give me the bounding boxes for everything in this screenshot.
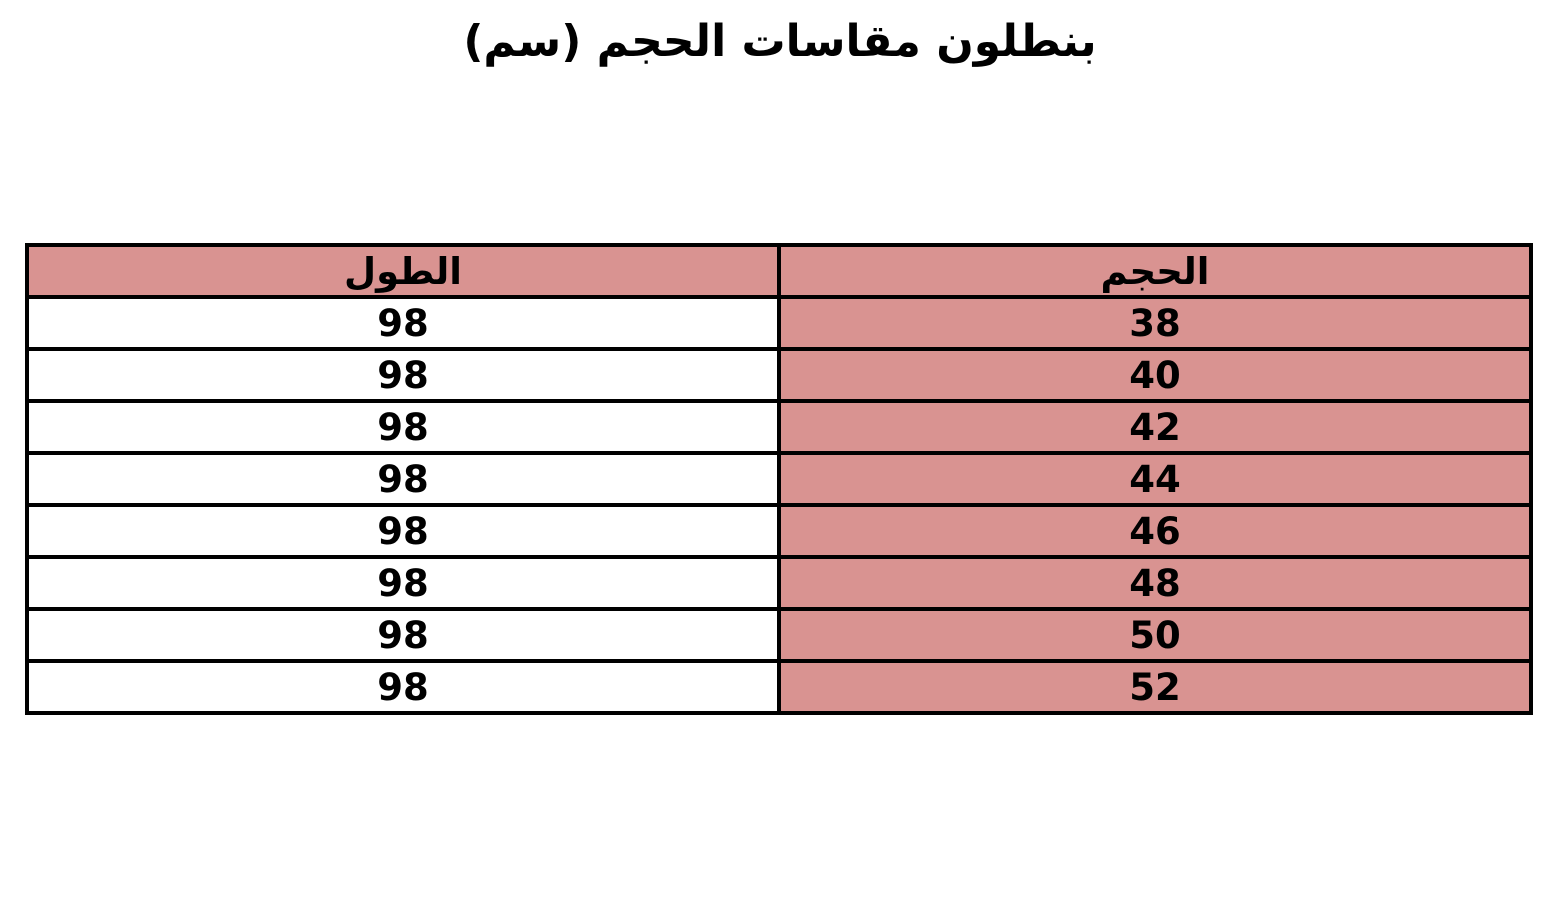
table-row [27,453,1531,505]
table-row [27,609,1531,661]
size-column-header: الحجم [779,245,1531,297]
size-cell: 38 [779,297,1531,349]
size-cell: 40 [779,349,1531,401]
size-cell: 44 [779,453,1531,505]
length-cell: 98 [27,661,779,713]
size-chart-table [25,243,1533,715]
length-cell: 98 [27,557,779,609]
length-column-header: الطول [27,245,779,297]
length-cell: 98 [27,297,779,349]
size-cell: 52 [779,661,1531,713]
size-cell: 42 [779,401,1531,453]
table-row [27,661,1531,713]
length-cell: 98 [27,349,779,401]
length-cell: 98 [27,401,779,453]
length-cell: 98 [27,505,779,557]
length-cell: 98 [27,609,779,661]
length-cell: 98 [27,453,779,505]
page-title: بنطلون مقاسات الحجم (سم) [463,16,1097,67]
size-cell: 48 [779,557,1531,609]
table-header-row [27,245,1531,297]
table-row [27,349,1531,401]
table-row [27,505,1531,557]
table-row [27,401,1531,453]
table-row [27,557,1531,609]
size-cell: 50 [779,609,1531,661]
size-cell: 46 [779,505,1531,557]
table-row [27,297,1531,349]
